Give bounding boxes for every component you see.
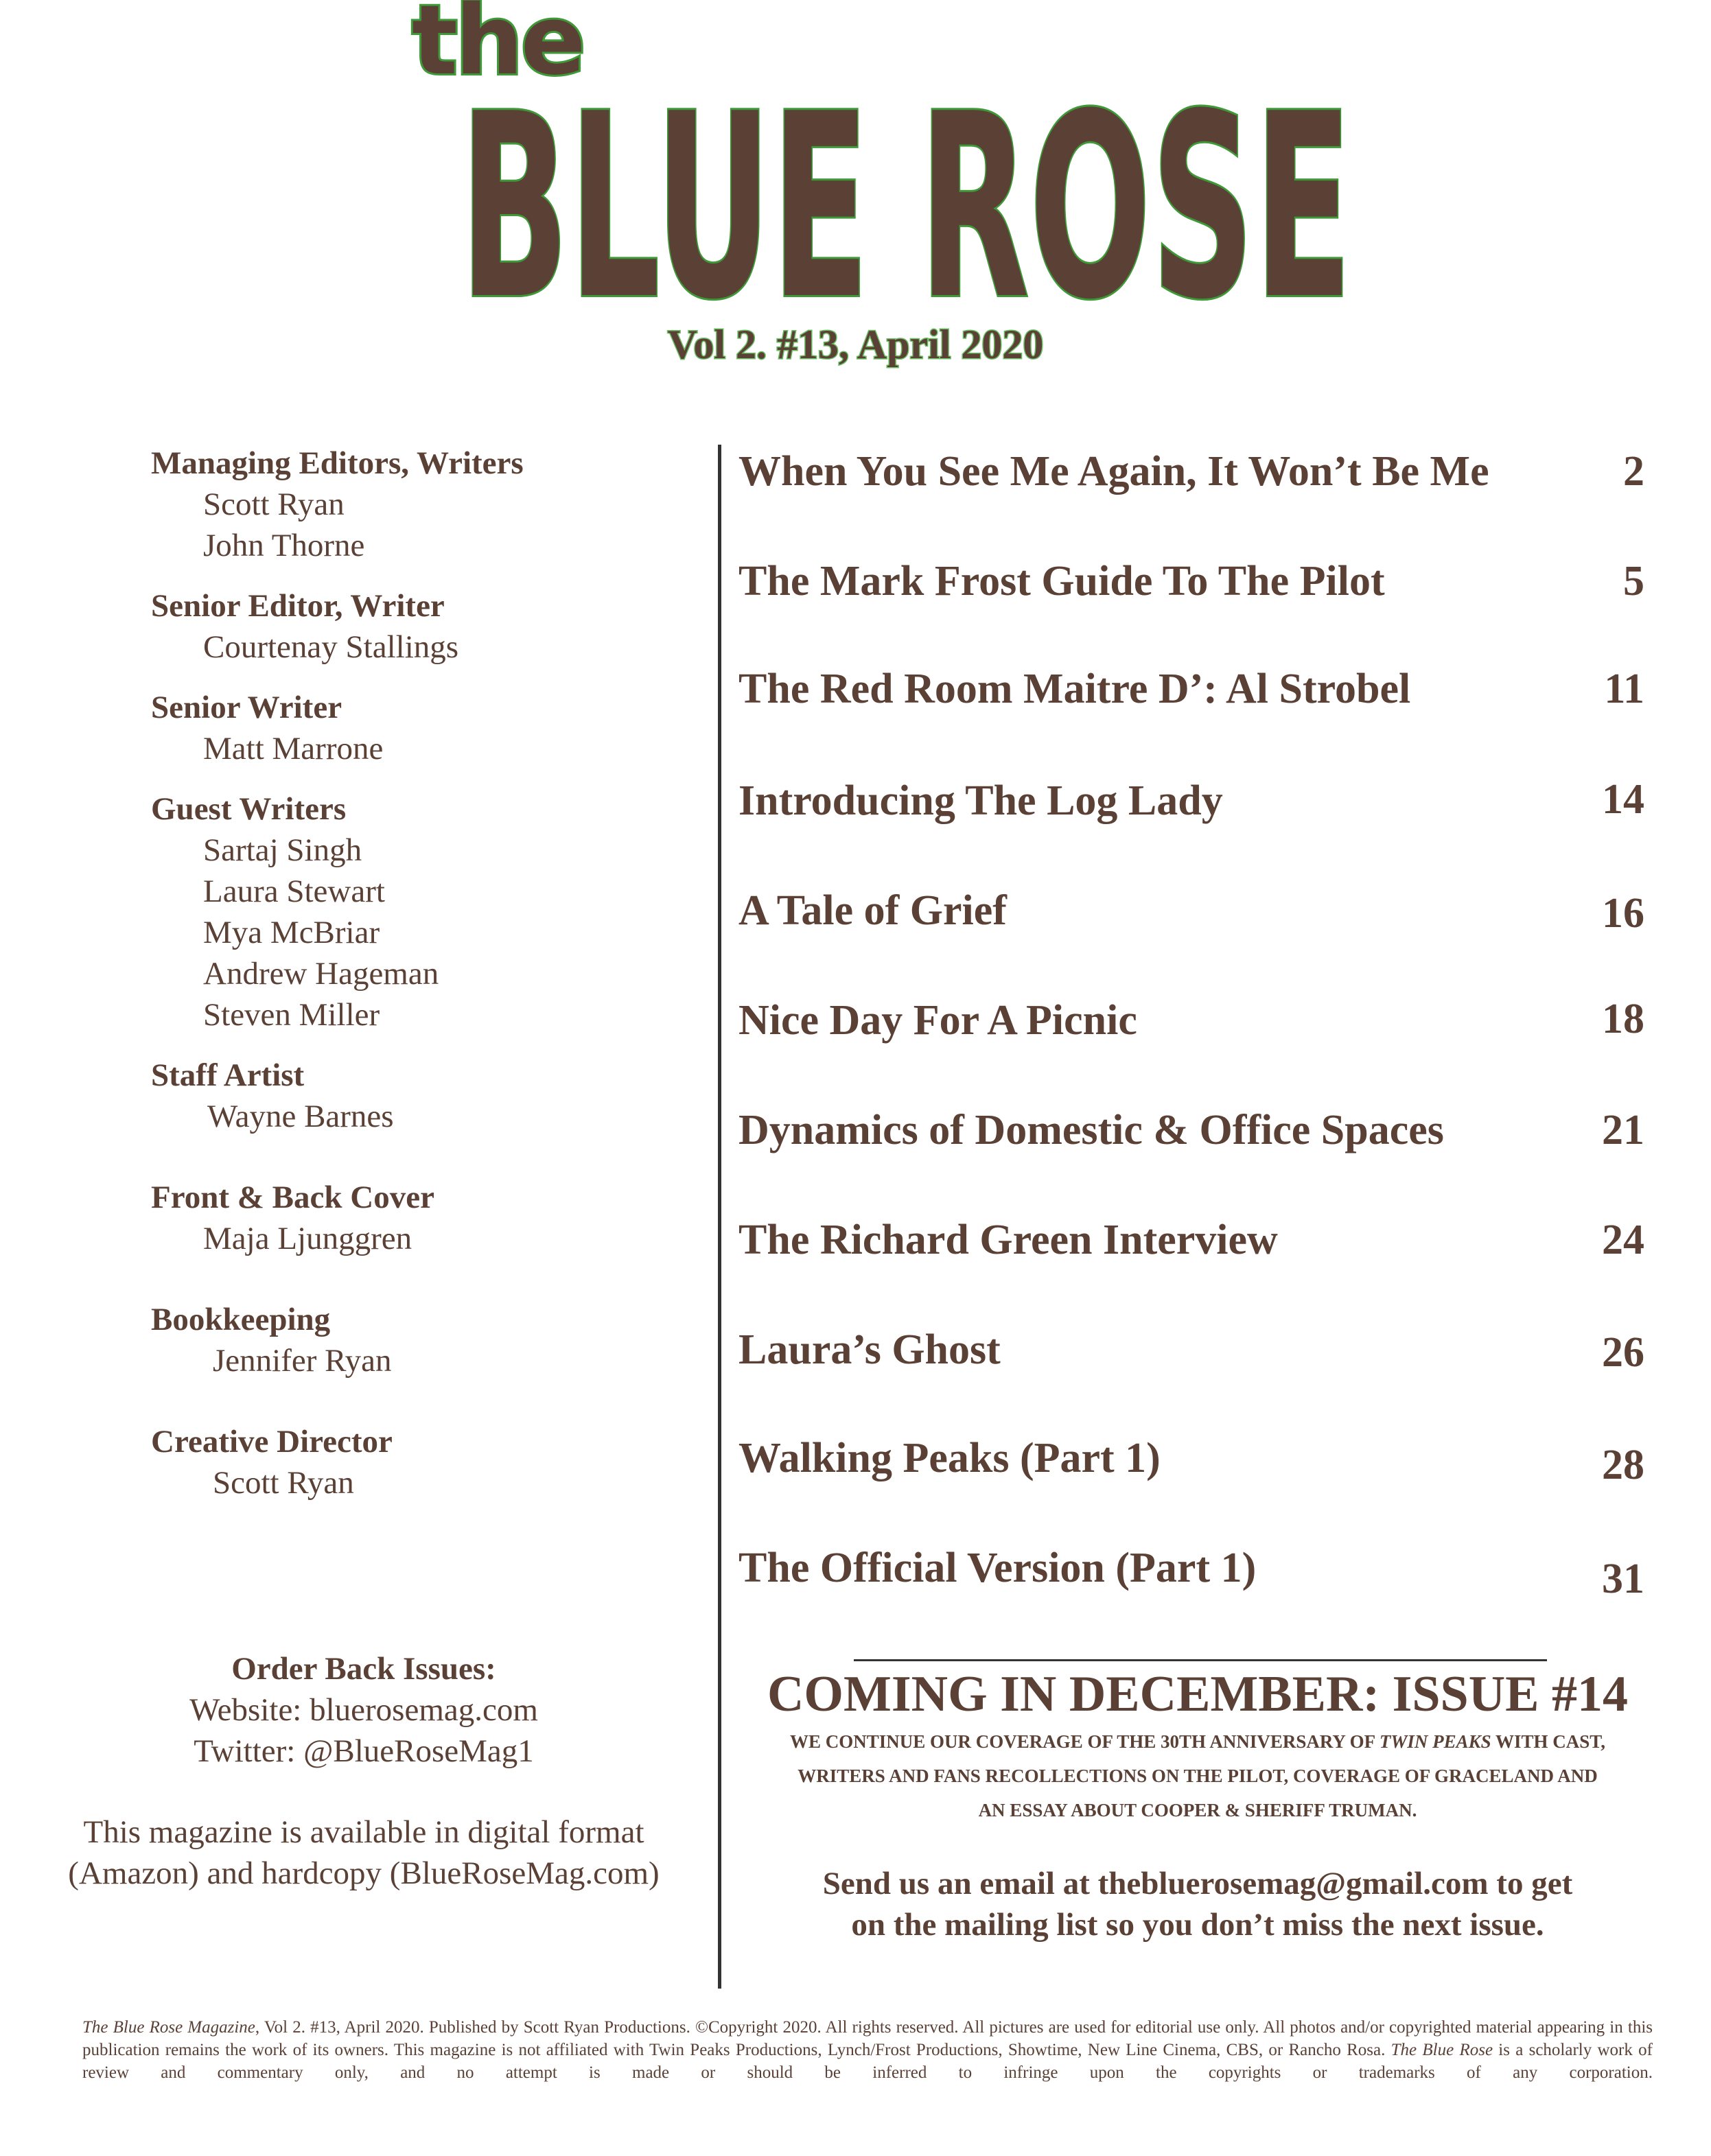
coming-desc-text: WITH CAST, <box>1491 1731 1605 1752</box>
column-divider <box>718 445 721 1989</box>
toc-entry-page: 24 <box>1602 1217 1644 1263</box>
staff-name: Matt Marrone <box>203 731 384 766</box>
toc-entry-title: The Official Version (Part 1) <box>738 1545 1257 1591</box>
order-website: Website: bluerosemag.com <box>189 1692 538 1728</box>
staff-name: Steven Miller <box>203 997 380 1033</box>
availability-note <box>41 1812 686 1894</box>
staff-group-label: Managing Editors, Writers <box>151 445 524 481</box>
toc-entry-page: 5 <box>1623 558 1644 605</box>
coming-desc-line: AN ESSAY ABOUT COOPER & SHERIFF TRUMAN. <box>978 1800 1417 1820</box>
staff-name: Wayne Barnes <box>207 1099 394 1134</box>
footer-text: is a scholarly work of review and commentary only, and no attempt is made or should be inferred to infringe upon the copyrights or trademarks of any corporation. <box>82 2041 1653 2082</box>
toc-entry-title: The Mark Frost Guide To The Pilot <box>738 558 1385 605</box>
toc-entry-title: When You See Me Again, It Won’t Be Me <box>738 448 1489 495</box>
staff-group <box>151 1299 700 1381</box>
coming-rule <box>854 1659 1547 1661</box>
staff-name: Scott Ryan <box>203 487 345 522</box>
toc-entry-title: A Tale of Grief <box>738 887 1007 934</box>
toc-entry-title: Dynamics of Domestic & Office Spaces <box>738 1107 1444 1153</box>
staff-group <box>151 1177 700 1259</box>
order-heading: Order Back Issues: <box>231 1651 496 1687</box>
staff-name: Andrew Hageman <box>203 956 439 992</box>
toc-entry-page: 16 <box>1602 890 1644 937</box>
staff-credits <box>151 443 700 1503</box>
toc-entry-title: Walking Peaks (Part 1) <box>738 1435 1161 1481</box>
staff-group <box>151 788 700 1035</box>
staff-name: Mya McBriar <box>203 915 380 950</box>
coming-desc-line <box>755 1724 1640 1759</box>
availability-line: (Amazon) and hardcopy (BlueRoseMag.com) <box>68 1855 660 1891</box>
masthead-title <box>453 89 1359 316</box>
toc-entry-page: 28 <box>1602 1442 1644 1488</box>
coming-desc-text: WE CONTINUE OUR COVERAGE OF THE 30TH ANNIVERSARY OF <box>789 1731 1380 1752</box>
staff-group-label: Bookkeeping <box>151 1302 331 1337</box>
footer-text: , Vol 2. #13, April 2020. Published by Scott Ryan Productions. ©Copyright 2020. All rights reserved. All pictures are used for editorial use only. All photos and/or copyrighted material appearing in this publication remains the work of its owners. This magazine is not affiliated with Twin Peaks Productions, Lynch/Frost Productions, Showtime, New Line Cinema, CBS, or Rancho Rosa. <box>82 2018 1653 2059</box>
email-line: Send us an email at thebluerosemag@gmail.com to get <box>822 1866 1573 1901</box>
toc-entry-page: 2 <box>1623 448 1644 495</box>
footer-italic: The Blue Rose <box>1390 2041 1493 2059</box>
availability-line: This magazine is available in digital format <box>83 1814 644 1850</box>
copyright-footer <box>82 2016 1653 2084</box>
staff-group <box>151 1055 700 1137</box>
staff-group-label: Front & Back Cover <box>151 1180 434 1215</box>
staff-name: Maja Ljunggren <box>203 1221 412 1256</box>
staff-group-label: Guest Writers <box>151 791 347 827</box>
staff-name: Jennifer Ryan <box>213 1343 392 1379</box>
coming-desc-line: WRITERS AND FANS RECOLLECTIONS ON THE PILOT, COVERAGE OF GRACELAND AND <box>798 1766 1598 1786</box>
toc-entry-title: The Red Room Maitre D’: Al Strobel <box>738 666 1411 712</box>
toc-entry-title: Nice Day For A Picnic <box>738 997 1137 1044</box>
toc-entry-page: 21 <box>1602 1107 1644 1153</box>
coming-description <box>755 1724 1640 1827</box>
issue-line: Vol 2. #13, April 2020 <box>667 322 1044 367</box>
toc-entry-page: 31 <box>1602 1556 1644 1602</box>
staff-group-label: Creative Director <box>151 1424 393 1460</box>
toc-entry-page: 18 <box>1602 996 1644 1042</box>
masthead-the: the <box>412 0 583 97</box>
toc-entry-title: The Richard Green Interview <box>738 1217 1278 1263</box>
coming-heading: COMING IN DECEMBER: ISSUE #14 <box>767 1666 1629 1722</box>
staff-group <box>151 1421 700 1503</box>
email-line: on the mailing list so you don’t miss the next issue. <box>851 1907 1544 1943</box>
staff-name: Scott Ryan <box>213 1465 354 1501</box>
order-back-issues <box>41 1648 686 1772</box>
staff-group-label: Senior Editor, Writer <box>151 588 445 624</box>
order-twitter: Twitter: @BlueRoseMag1 <box>194 1733 534 1769</box>
staff-group <box>151 443 700 566</box>
email-signup <box>755 1863 1640 1945</box>
staff-group-label: Staff Artist <box>151 1057 305 1093</box>
toc-entry-title: Introducing The Log Lady <box>738 777 1223 824</box>
staff-name: John Thorne <box>203 528 365 563</box>
toc-entry-page: 26 <box>1602 1329 1644 1376</box>
staff-group-label: Senior Writer <box>151 690 342 725</box>
toc-entry-title: Laura’s Ghost <box>738 1326 1001 1373</box>
toc-entry-page: 14 <box>1602 776 1644 823</box>
toc-entry-page: 11 <box>1604 666 1644 712</box>
staff-name: Laura Stewart <box>203 874 385 909</box>
staff-group <box>151 687 700 769</box>
footer-italic: The Blue Rose Magazine <box>82 2018 255 2037</box>
coming-desc-italic: TWIN PEAKS <box>1379 1731 1491 1752</box>
staff-group <box>151 585 700 668</box>
masthead-title-text: BLUE ROSE <box>460 89 1352 316</box>
staff-name: Courtenay Stallings <box>203 629 459 665</box>
staff-name: Sartaj Singh <box>203 832 362 868</box>
